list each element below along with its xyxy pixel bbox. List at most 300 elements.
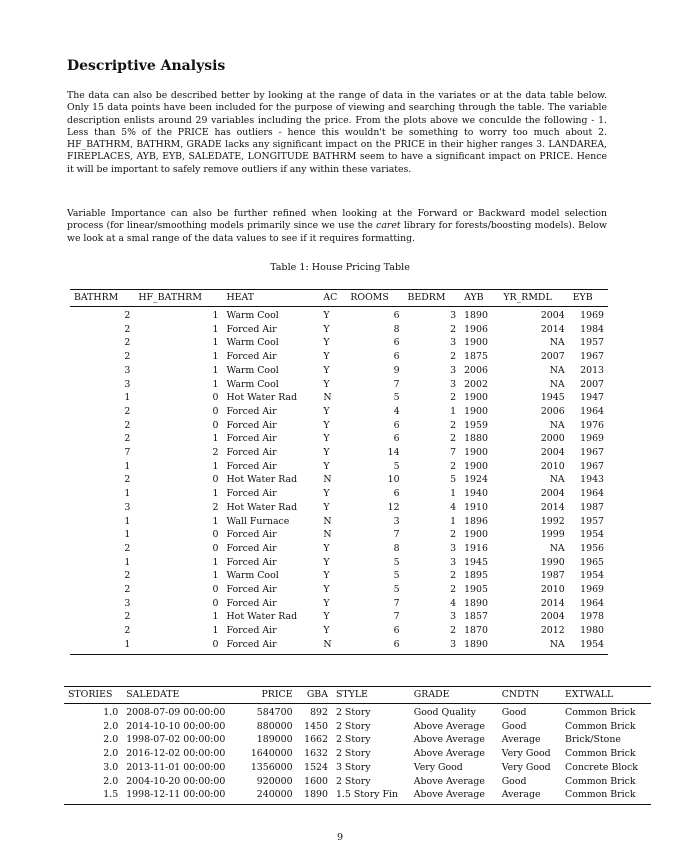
table-cell: 2 [124,337,131,349]
table-cell: 1905 [464,584,488,596]
table-cell: 2014 [540,323,565,335]
table-cell: 2 Story [335,720,371,732]
table-cell: Good [501,775,527,787]
table-cell: 1976 [580,419,604,431]
table-cell: 6 [346,638,403,654]
table-cell: 1954 [569,638,608,654]
table-cell: 1 [124,392,131,404]
table-row [70,419,608,433]
column-header: GRADE [410,687,498,704]
table-cell: 1984 [580,323,604,335]
table-cell: 1 [212,460,219,472]
table-cell: Y [323,447,330,459]
table-cell: Warm Cool [226,378,279,390]
table-cell: Common Brick [561,788,651,804]
table-row [64,704,651,720]
table-cell: Forced Air [226,419,277,431]
table-cell: 1895 [464,570,488,582]
table-cell: 8 [393,323,400,335]
table-cell: 7 [393,529,400,541]
table-cell: N [323,474,332,486]
column-header: EXTWALL [561,687,651,704]
table-cell: 1954 [580,529,604,541]
table-cell: 1969 [580,310,604,321]
paragraph-variable-importance [67,208,607,245]
table-cell: 2 [450,625,457,637]
table-cell: 1964 [580,488,604,500]
table-cell: 189000 [256,734,293,746]
table-cell: 3 [450,556,457,568]
table-cell: 1967 [580,447,604,459]
table-cell: 3 [450,542,457,554]
table-cell: NA [549,378,565,390]
table-cell: Y [323,460,330,472]
table-cell: 5 [393,392,400,404]
table-cell: 1600 [304,775,328,787]
table-cell: Y [323,597,330,609]
table-cell: 2004 [540,611,565,623]
table-row [70,528,608,542]
table-cell: 2014 [540,597,565,609]
table-cell: 1965 [580,556,604,568]
table-cell: 1945 [540,392,565,404]
table-cell: 2 [450,392,457,404]
table-cell: Warm Cool [226,364,279,376]
table-cell: 1.0 [103,707,119,718]
table-cell: 2014-10-10 00:00:00 [126,720,226,732]
table-cell: Forced Air [226,597,277,609]
house-sales-table [64,686,651,805]
table-row [70,569,608,583]
table-cell: 1998-07-02 00:00:00 [126,734,226,746]
table-cell: 2 [450,351,457,363]
table-cell: Y [323,378,330,390]
table-cell: 1662 [304,734,328,746]
house-pricing-table [70,289,608,655]
table-cell: 2.0 [103,748,119,760]
table-cell: Y [323,556,330,568]
table-cell: Forced Air [226,351,277,363]
table-cell: Above Average [413,748,485,760]
table-row [70,542,608,556]
table-cell: 0 [212,542,219,554]
table-cell: 1 [124,460,131,472]
table-header-row [70,290,608,307]
table-cell: 2 [450,433,457,445]
table-cell: Common Brick [565,775,636,787]
table-cell: Forced Air [226,433,277,445]
table-cell: 1 [450,515,457,527]
table-cell: Forced Air [226,405,277,417]
table-cell: Y [323,570,330,582]
table-cell: 1910 [464,501,488,513]
table-cell: 6 [393,351,400,363]
table-cell: 6 [393,488,400,500]
table-cell: 1890 [464,597,488,609]
table-cell: Average [501,734,541,746]
table-cell: 1 [212,611,219,623]
table-cell: Y [323,364,330,376]
table-cell: Brick/Stone [565,734,621,746]
table-cell: 1640000 [250,748,293,760]
table-cell: 1992 [540,515,565,527]
table-cell: Warm Cool [226,570,279,582]
table-cell: Above Average [410,788,498,804]
table-cell: 3.0 [103,761,119,773]
table-cell: 1969 [580,584,604,596]
column-header: EYB [569,290,608,307]
table-cell: 1 [212,488,219,500]
table-cell: 5 [393,584,400,596]
table-cell: 584700 [256,707,293,718]
table-cell: 2007 [580,378,604,390]
table-cell: 1 [212,556,219,568]
table-cell: N [319,638,346,654]
table-cell: 1969 [580,433,604,445]
table-cell: 2 [124,433,131,445]
table-cell: 1890 [460,638,499,654]
table-cell: 1 [124,556,131,568]
table-cell: 2 [450,323,457,335]
table-row [70,350,608,364]
table-cell: 1956 [580,542,604,554]
table-cell: 1978 [580,611,604,623]
table-cell: 1356000 [250,761,293,773]
table-row [64,788,651,804]
table-cell: Warm Cool [226,310,279,321]
table-cell: 880000 [256,720,293,732]
table-row [70,556,608,570]
page-number: 9 [336,832,344,843]
table-cell: 2.0 [103,734,119,746]
column-header: GBA [297,687,332,704]
table-cell: Above Average [413,734,485,746]
table-cell: 2 [212,501,219,513]
table-cell: 1 [212,625,219,637]
table-cell: 7 [393,611,400,623]
table-cell: Forced Air [226,529,277,541]
table-cell: 1524 [304,761,328,773]
table-cell: 6 [393,310,400,321]
table-cell: 1959 [464,419,488,431]
table-cell: 920000 [256,775,293,787]
table-cell: Y [323,542,330,554]
table-cell: 1947 [580,392,604,404]
table-cell: Hot Water Rad [226,392,298,404]
table-row [70,378,608,392]
table-cell: 2012 [540,625,565,637]
table-cell: 3 [450,611,457,623]
table-cell: 2004-10-20 00:00:00 [126,775,226,787]
table-row [64,761,651,775]
table-cell: 1 [212,570,219,582]
column-header: ROOMS [346,290,403,307]
table-cell: 3 [124,378,131,390]
table-cell: Y [323,405,330,417]
table-cell: 6 [393,419,400,431]
column-header: HF_BATHRM [134,290,222,307]
column-header: CNDTN [498,687,561,704]
table-cell: 2 [124,570,131,582]
table-cell: 3 [450,310,457,321]
table-cell: Y [323,351,330,363]
table-cell: 1987 [580,501,604,513]
table-cell: 2 Story [335,748,371,760]
table-cell: Forced Air [226,584,277,596]
table-cell: 2 [124,351,131,363]
table-cell: 1940 [464,488,488,500]
table-cell: Y [323,625,330,637]
table-header-row [64,687,651,704]
table-row [70,364,608,378]
table-cell: 1 [124,515,131,527]
table-cell: 2 [124,625,131,637]
table-cell: 2 Story [335,734,371,746]
table-cell: 2010 [540,460,565,472]
table-cell: 3 Story [335,761,371,773]
table-row [64,720,651,734]
table-cell: 1906 [464,323,488,335]
table-cell: 2.0 [103,775,119,787]
table-cell: 240000 [241,788,296,804]
table-cell: 1875 [464,351,488,363]
table-cell: 2013-11-01 00:00:00 [126,761,226,773]
table-cell: Forced Air [226,556,277,568]
table-cell: NA [549,419,565,431]
paragraph-descriptive: The data can also be described better by looking at the range of data in the variates or at the data table below. Only 15 data points have been included for the purpose of viewing and searching through the table. The variable description enlists around 29 variables including the price. From the plots above we conculde the following - 1. Less than 5% of the PRICE has outliers - hence this wouldn't be something to worry too much about 2. HF_BATHRM, BATHRM, GRADE lacks any significant impact on the PRICE in their higher ranges 3. LANDAREA, FIREPLACES, AYB, EYB, SALEDATE, LONGITUDE BATHRM seem to have a significant impact on PRICE. Hence it will be important to safely remove outliers if any within these variates. [67,90,607,175]
table-cell: 2 [124,310,131,321]
table-cell: Common Brick [565,720,636,732]
table-cell: 1900 [464,405,488,417]
table-cell: 1999 [540,529,565,541]
table-cell: 2 [450,529,457,541]
paragraph-italic-text: caret [376,220,401,232]
table-row [70,336,608,350]
table-cell: 2 [450,419,457,431]
table-cell: 3 [450,337,457,349]
table-caption: Table 1: House Pricing Table [270,262,410,273]
table-cell: 2 Story [335,775,371,787]
table-cell: 1.5 [64,788,122,804]
table-cell: 1 [212,351,219,363]
table-cell: 2 [450,584,457,596]
table-cell: 2 [124,405,131,417]
table-row [70,638,608,654]
table-row [70,432,608,446]
table-cell: NA [549,364,565,376]
table-cell: Very Good [501,761,551,773]
table-cell: 2004 [540,447,565,459]
column-header: PRICE [241,687,296,704]
table-cell: 1964 [580,597,604,609]
table-cell: Concrete Block [565,761,638,773]
table-cell: 4 [393,405,400,417]
table-cell: 4 [450,597,457,609]
table-cell: 2010 [540,584,565,596]
table-row [70,391,608,405]
table-cell: 2004 [540,310,565,321]
table-cell: Common Brick [565,707,636,718]
table-cell: 1870 [464,625,488,637]
table-cell: Y [323,488,330,500]
table-cell: 8 [393,542,400,554]
table-cell: Hot Water Rad [226,611,298,623]
table-cell: 5 [393,556,400,568]
table-row [70,583,608,597]
table-cell: 1957 [580,337,604,349]
table-cell: 2 [124,584,131,596]
table-cell: Hot Water Rad [226,474,298,486]
column-header: SALEDATE [122,687,241,704]
table-cell: 1967 [580,460,604,472]
table-cell: 1943 [580,474,604,486]
table-cell: Forced Air [226,447,277,459]
table-cell: 2 [124,611,131,623]
table-cell: 0 [212,405,219,417]
table-cell: 2014 [540,501,565,513]
column-header: BATHRM [70,290,134,307]
table-cell: 2 [124,419,131,431]
table-cell: 2000 [540,433,565,445]
table-cell: 0 [212,597,219,609]
table-cell: 1916 [464,542,488,554]
table-cell: N [323,392,332,404]
table-cell: 1 [450,488,457,500]
column-header: BEDRM [404,290,461,307]
table-cell: 1450 [304,720,328,732]
table-cell: 2007 [540,351,565,363]
table-row [70,405,608,419]
table-cell: 0 [212,529,219,541]
table-cell: Forced Air [226,323,277,335]
table-cell: Hot Water Rad [226,501,298,513]
table-cell: 0 [212,419,219,431]
table-cell: 1 [70,638,134,654]
table-row [70,323,608,337]
table-cell: 2 [450,570,457,582]
table-cell: Y [323,501,330,513]
table-row [70,624,608,638]
table-cell: 6 [393,433,400,445]
table-row [64,733,651,747]
column-header: STORIES [64,687,122,704]
table-cell: 1900 [464,529,488,541]
table-cell: NA [549,474,565,486]
table-cell: Y [323,337,330,349]
table-cell: Forced Air [226,542,277,554]
column-header: HEAT [223,290,320,307]
table-cell: 1954 [580,570,604,582]
table-cell: 0 [212,392,219,404]
table-cell: 0 [134,638,222,654]
table-cell: 2008-07-09 00:00:00 [126,707,226,718]
table-row [70,515,608,529]
table-cell: 2 [124,323,131,335]
table-cell: 1 [212,337,219,349]
table-cell: Y [323,584,330,596]
table-cell: 1 [212,364,219,376]
table-cell: 2 [124,542,131,554]
table-row [64,775,651,789]
table-row [70,446,608,460]
table-cell: 1 [212,323,219,335]
table-cell: 1990 [540,556,565,568]
table-cell: Warm Cool [226,337,279,349]
table-cell: 7 [393,378,400,390]
table-cell: Very Good [413,761,463,773]
table-cell: 1890 [297,788,332,804]
table-row [70,597,608,611]
table-cell: 14 [387,447,400,459]
table-cell: Forced Air [223,638,320,654]
table-cell: 0 [212,474,219,486]
table-cell: 1900 [464,392,488,404]
table-cell: 1 [212,378,219,390]
table-cell: 3 [404,638,461,654]
table-cell: 2006 [540,405,565,417]
table-cell: Good [501,720,527,732]
table-row [64,747,651,761]
table-cell: 1987 [540,570,565,582]
table-cell: 1.5 Story Fin [332,788,410,804]
table-cell: 5 [393,570,400,582]
table-cell: Y [323,433,330,445]
table-cell: NA [549,542,565,554]
table-row [70,307,608,323]
table-cell: 6 [393,337,400,349]
table-cell: 9 [393,364,400,376]
table-cell: 2 Story [335,707,371,718]
section-title: Descriptive Analysis [67,58,226,74]
table-cell: 1857 [464,611,488,623]
table-cell: 2 [124,474,131,486]
table-cell: Wall Furnace [226,515,290,527]
table-cell: 3 [124,364,131,376]
table-cell: 1900 [464,447,488,459]
table-cell: 892 [310,707,328,718]
table-cell: 1945 [464,556,488,568]
table-cell: 1 [124,488,131,500]
table-cell: Very Good [501,748,551,760]
table-cell: Average [498,788,561,804]
table-cell: 3 [450,378,457,390]
table-cell: 2 [212,447,219,459]
table-cell: 2.0 [103,720,119,732]
table-cell: NA [549,337,565,349]
table-cell: Y [323,323,330,335]
column-header: AC [319,290,346,307]
table-cell: Good [501,707,527,718]
table-cell: 12 [387,501,400,513]
table-cell: 5 [393,460,400,472]
table-cell: 0 [212,584,219,596]
table-cell: 7 [393,597,400,609]
table-cell: 3 [393,515,400,527]
table-cell: Above Average [413,775,485,787]
table-cell: 1964 [580,405,604,417]
table-cell: 7 [124,447,131,459]
table-cell: 1 [212,433,219,445]
table-cell: 2 [450,460,457,472]
table-row [70,473,608,487]
table-row [70,610,608,624]
table-cell: Y [323,611,330,623]
table-cell: 2016-12-02 00:00:00 [126,748,226,760]
column-header: STYLE [332,687,410,704]
paragraph-text: Variable Importance can also be further refined when looking at the Forward or Backward model selection process (for linear/smoothing models primarily since we use the [67,208,607,232]
table-cell: 3 [450,364,457,376]
table-cell: 1924 [464,474,488,486]
